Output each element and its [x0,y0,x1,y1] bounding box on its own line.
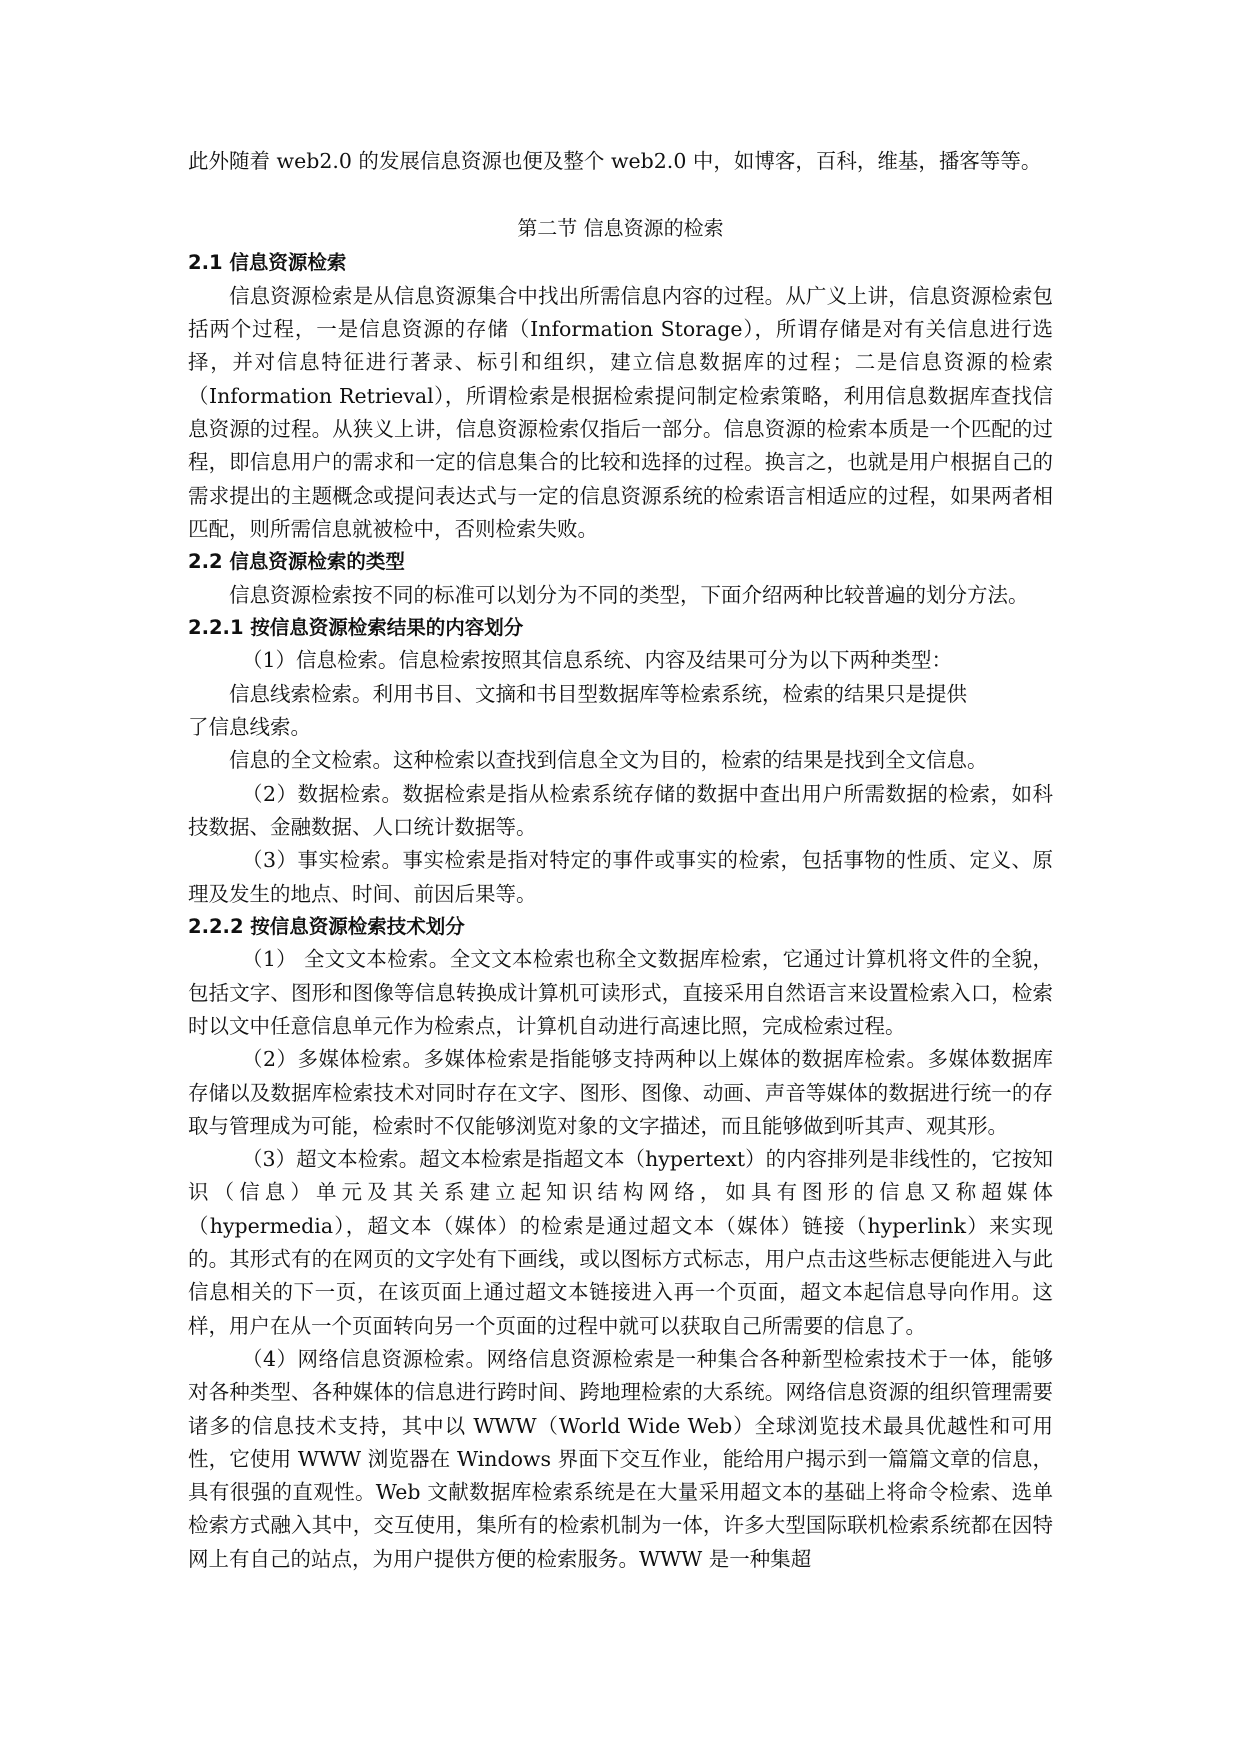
clue-retrieval-line-2: 了信息线索。 [188,715,311,740]
list-item-info-retrieval: （1）信息检索。信息检索按照其信息系统、内容及结果可分为以下两种类型： [242,648,953,673]
clue-retrieval-line-1: 信息线索检索。利用书目、文摘和书目型数据库等检索系统，检索的结果只是提供 [229,681,967,706]
intro-paragraph: 此外随着 web2.0 的发展信息资源也便及整个 web2.0 中，如博客，百科，维基，播客等等。 [188,149,1042,173]
list-item-fulltext-retrieval: （1） 全文文本检索。全文文本检索也称全文数据库检索，它通过计算机将文件的全貌，包括文字、图形和图像等信息转换成计算机可读形式，直接采用自然语言来设置检索入口，检索时以文中任意信息单元作为检索点，计算机自动进行高速比照，完成检索过程。 [188,947,1053,1038]
heading-2-2-2: 2.2.2 按信息资源检索技术划分 [188,914,465,938]
list-item-multimedia-retrieval: （2）多媒体检索。多媒体检索是指能够支持两种以上媒体的数据库检索。多媒体数据库存储以及数据库检索技术对同时存在文字、图形、图像、动画、声音等媒体的数据进行统一的存取与管理成为可能，检索时不仅能够浏览对象的文字描述，而且能够做到听其声、观其形。 [188,1047,1053,1138]
paragraph-2-2: 信息资源检索按不同的标准可以划分为不同的类型，下面介绍两种比较普遍的划分方法。 [229,582,1029,607]
heading-2-2-1: 2.2.1 按信息资源检索结果的内容划分 [188,615,524,639]
list-item-hypertext-retrieval: （3）超文本检索。超文本检索是指超文本（hypertext）的内容排列是非线性的，它按知识（信息）单元及其关系建立起知识结构网络，如具有图形的信息又称超媒体（hypermedia），超文本（媒体）的检索是通过超文本（媒体）链接（hyperlink）来实现的。其形式有的在网页的文字处有下画线，或以图标方式标志，用户点击这些标志便能进入与此信息相关的下一页，在该页面上通过超文本链接进入再一个页面，超文本起信息导向作用。这样，用户在从一个页面转向另一个页面的过程中就可以获取自己所需要的信息了。 [188,1147,1053,1338]
document-page [188,145,1053,1576]
spacer [188,178,1053,212]
heading-2-2: 2.2 信息资源检索的类型 [188,550,405,574]
list-item-network-retrieval: （4）网络信息资源检索。网络信息资源检索是一种集合各种新型检索技术于一体，能够对各种类型、各种媒体的信息进行跨时间、跨地理检索的大系统。网络信息资源的组织管理需要诸多的信息技术支持，其中以 WWW（World Wide Web）全球浏览技术最具优越性和可用性，它使用 WWW 浏览器在 Windows 界面下交互作业，能给用户揭示到一篇篇文章的信息，具有很强的直观性。Web 文献数据库检索系统是在大量采用超文本的基础上将命令检索、选单检索方式融入其中，交互使用，集所有的检索机制为一体，许多大型国际联机检索系统都在因特网上有自己的站点，为用户提供方便的检索服务。WWW 是一种集超 [188,1346,1053,1571]
fulltext-info-retrieval: 信息的全文检索。这种检索以查找到信息全文为目的，检索的结果是找到全文信息。 [229,748,988,773]
list-item-data-retrieval: （2）数据检索。数据检索是指从检索系统存储的数据中查出用户所需数据的检索，如科技数据、金融数据、人口统计数据等。 [188,781,1053,839]
list-item-fact-retrieval: （3）事实检索。事实检索是指对特定的事件或事实的检索，包括事物的性质、定义、原理及发生的地点、时间、前因后果等。 [188,848,1053,906]
heading-2-1: 2.1 信息资源检索 [188,251,347,275]
paragraph-2-1: 信息资源检索是从信息资源集合中找出所需信息内容的过程。从广义上讲，信息资源检索包括两个过程，一是信息资源的存储（Information Storage），所谓存储是对有关信息进行选择，并对信息特征进行著录、标引和组织，建立信息数据库的过程；二是信息资源的检索（Information Retrieval），所谓检索是根据检索提问制定检索策略，利用信息数据库查找信息资源的过程。从狭义上讲，信息资源检索仅指后一部分。信息资源的检索本质是一个匹配的过程，即信息用户的需求和一定的信息集合的比较和选择的过程。换言之，也就是用户根据自己的需求提出的主题概念或提问表达式与一定的信息资源系统的检索语言相适应的过程，如果两者相匹配，则所需信息就被检中，否则检索失败。 [188,283,1053,541]
section-title: 第二节 信息资源的检索 [517,216,724,241]
